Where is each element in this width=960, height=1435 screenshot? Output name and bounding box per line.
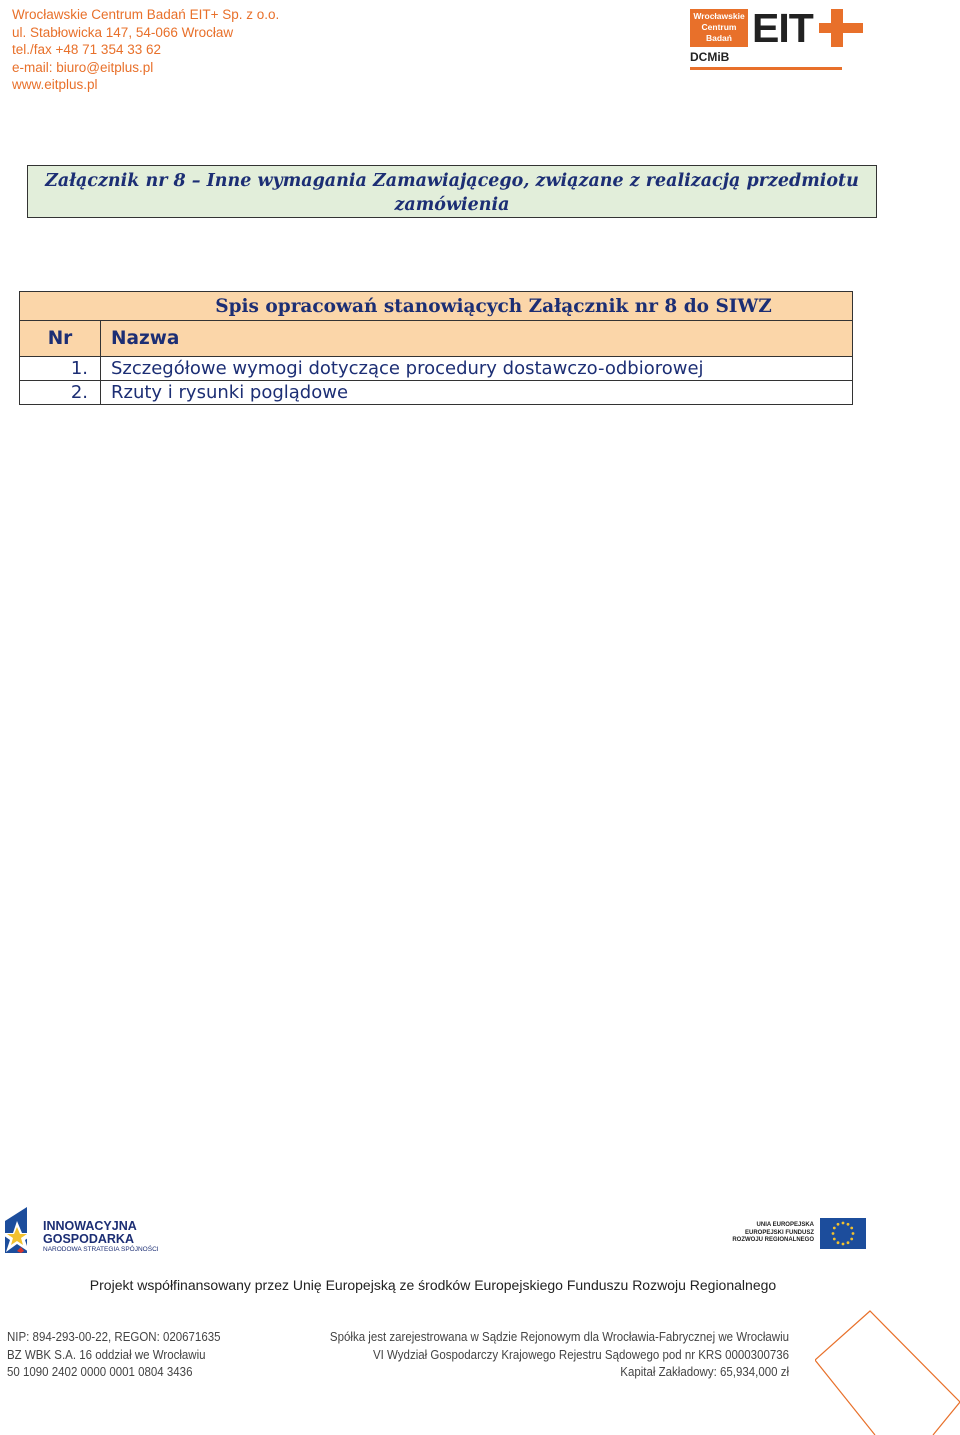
logo-box-line3: Badań [706, 33, 732, 43]
logo-box-line1: Wrocławskie [693, 11, 745, 21]
innowacyjna-gospodarka-logo [5, 1207, 159, 1257]
footer-nip: NIP: 894-293-00-22, REGON: 020671635 [7, 1330, 221, 1344]
company-name: Wrocławskie Centrum Badań EIT+ Sp. z o.o. [12, 7, 280, 22]
company-info [12, 6, 279, 94]
eu-line3: ROZWOJU REGIONALNEGO [732, 1237, 814, 1243]
title-line2: zamówienia [394, 195, 510, 215]
documents-table [19, 291, 853, 405]
footer-company-details [7, 1329, 221, 1382]
logo-sub: DCMiB [690, 50, 730, 64]
eit-logo [690, 5, 865, 71]
eu-text [732, 1222, 814, 1245]
company-address: ul. Stabłowicka 147, 54-066 Wrocław [12, 24, 234, 40]
column-header-nr: Nr [20, 321, 101, 357]
row-name: Szczegółowe wymogi dotyczące procedury dostawczo-odbiorowej [101, 357, 853, 381]
logo-orange-box [690, 9, 748, 47]
ig-title [43, 1220, 137, 1245]
eu-line2: EUROPEJSKI FUNDUSZ [744, 1229, 814, 1236]
corner-decoration [815, 1310, 960, 1435]
logo-brand: EIT [752, 5, 813, 51]
company-website[interactable]: www.eitplus.pl [12, 77, 98, 92]
table-row [20, 357, 853, 381]
footer-bank: BZ WBK S.A. 16 oddział we Wrocławiu [7, 1347, 206, 1362]
ig-line1: INNOWACYJNA [43, 1219, 137, 1233]
logo-plus-horizontal [819, 23, 863, 33]
footer-account: 50 1090 2402 0000 0001 0804 3436 [7, 1365, 193, 1379]
star-logo-icon [5, 1207, 39, 1253]
logo-underline [690, 67, 842, 70]
company-phone: tel./fax +48 71 354 33 62 [12, 42, 161, 57]
footer-krs: VI Wydział Gospodarczy Krajowego Rejestru Sądowego pod nr KRS 0000300736 [372, 1347, 789, 1362]
footer-court: Spółka jest zarejestrowana w Sądzie Rejonowym dla Wrocławia-Fabrycznej we Wrocławiu [329, 1330, 789, 1344]
column-header-name: Nazwa [101, 321, 853, 357]
attachment-title-box [27, 165, 877, 218]
logo-box-line2: Centrum [701, 22, 737, 32]
table-row [20, 381, 853, 405]
table-heading: Spis opracowań stanowiących Załącznik nr 8 do SIWZ [20, 292, 853, 321]
title-line1: Załącznik nr 8 – Inne wymagania Zamawiającego, związane z realizacją przedmiotu [45, 171, 859, 191]
cofinancing-note: Projekt współfinansowany przez Unię Europejską ze środków Europejskiego Funduszu Rozwoju Regionalnego [89, 1277, 777, 1293]
row-number: 1. [20, 357, 101, 381]
company-email[interactable]: e-mail: biuro@eitplus.pl [12, 59, 154, 75]
eu-flag-icon [820, 1218, 866, 1249]
ig-line2: GOSPODARKA [43, 1231, 134, 1246]
row-name: Rzuty i rysunki poglądowe [101, 381, 853, 405]
footer-registration-details [330, 1329, 789, 1382]
eu-line1: UNIA EUROPEJSKA [756, 1222, 814, 1228]
eu-logo [732, 1218, 866, 1250]
footer-capital: Kapitał Zakładowy: 65,934,000 zł [620, 1365, 789, 1379]
ig-subtitle: NARODOWA STRATEGIA SPÓJNOŚCI [43, 1246, 159, 1253]
row-number: 2. [20, 381, 101, 405]
